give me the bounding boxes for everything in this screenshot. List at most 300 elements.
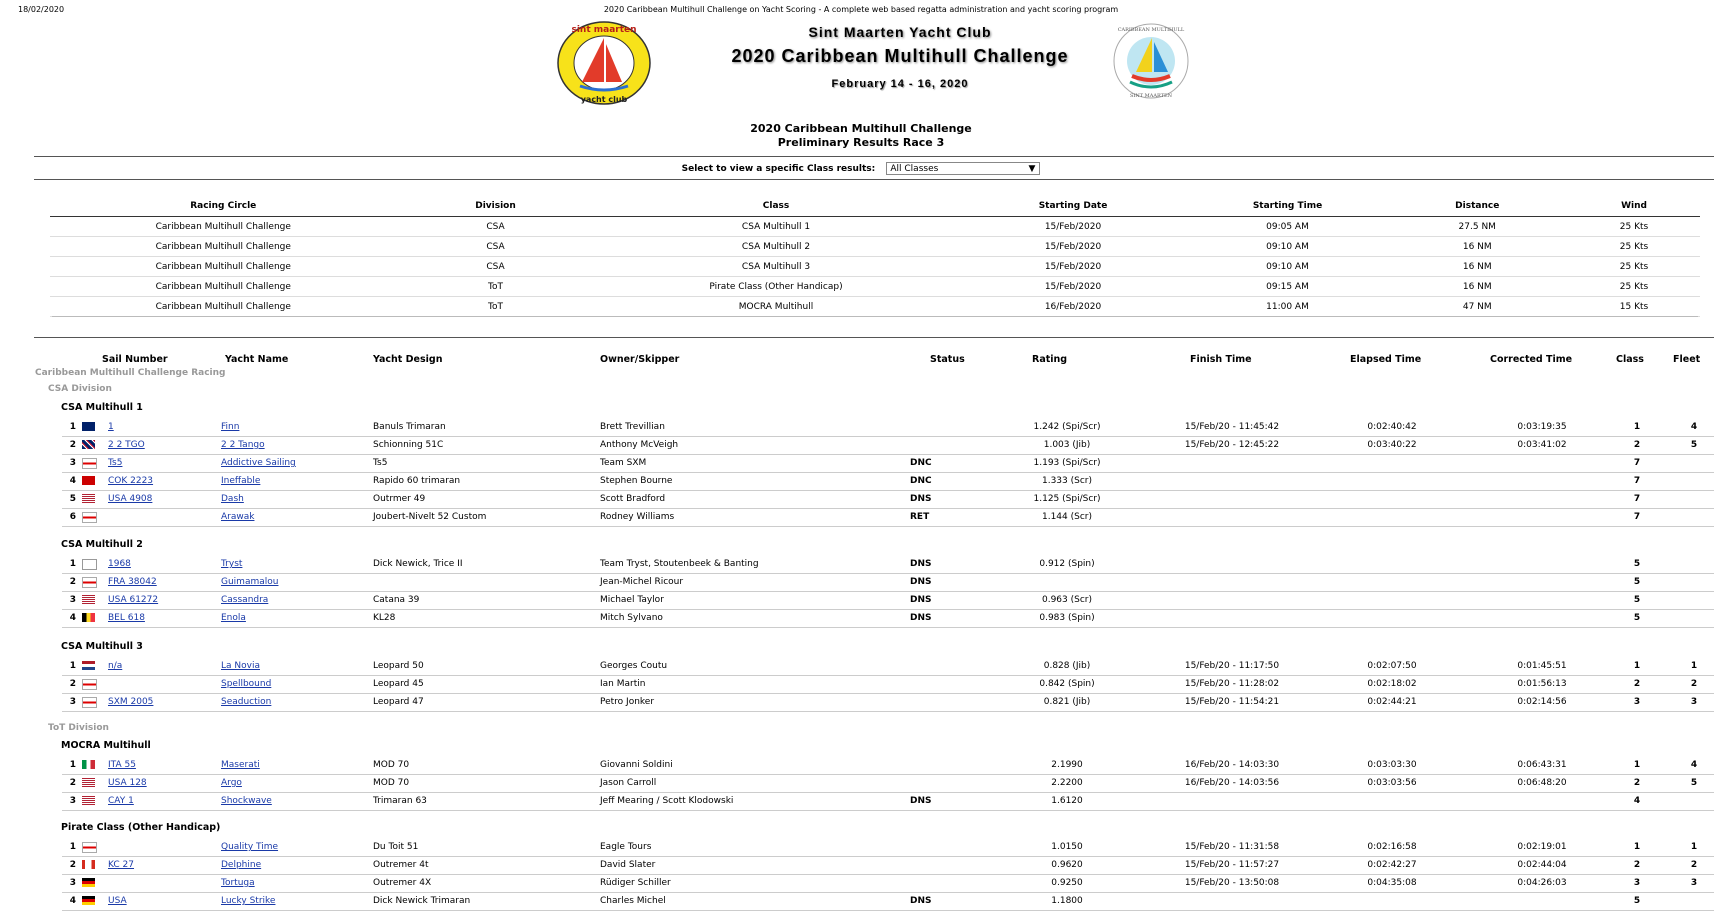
yacht-name-link[interactable]: Dash [221,494,244,504]
cell-fleet: 2 [1690,679,1698,689]
cell-owner: Rodney Williams [600,512,675,522]
flag-us-icon [82,595,95,604]
cell-finish: 15/Feb/20 - 11:57:27 [1184,860,1280,870]
yacht-name-link[interactable]: Spellbound [221,679,272,689]
cell-cls: 5 [1633,896,1641,906]
cell-pos: 2 [69,440,76,450]
cell-owner: Georges Coutu [600,661,668,671]
racing-circle-label: Caribbean Multihull Challenge Racing [35,368,226,378]
result-row [62,591,1714,610]
yacht-name-link[interactable]: Shockwave [221,796,272,806]
class-select-value: All Classes [890,164,939,174]
cell-design: Banuls Trimaran [373,422,446,432]
cell-fleet: 2 [1690,860,1698,870]
flag-img-icon [82,559,97,570]
class-table-cell: 15/Feb/2020 [958,257,1189,277]
cell-status: DNS [910,595,932,605]
cell-owner: Jean-Michel Ricour [600,577,684,587]
sail-number-link[interactable]: COK 2223 [108,476,154,486]
col-header: Class [762,201,790,211]
flag-it-icon [82,760,95,769]
cell-rating: 1.193 (Spi/Scr) [1033,458,1101,468]
cell-finish: 15/Feb/20 - 11:45:42 [1184,422,1280,432]
class-table-cell: 47 NM [1387,297,1569,317]
cell-owner: Stephen Bourne [600,476,673,486]
result-row [62,418,1714,437]
flag-gb-icon [82,440,95,449]
class-table-cell: 09:10 AM [1189,257,1387,277]
print-title: 2020 Caribbean Multihull Challenge on Yacht Scoring - A complete web based regatta administration and yacht scoring program [603,5,1119,14]
cell-fleet: 1 [1690,661,1698,671]
cell-rating: 1.125 (Spi/Scr) [1033,494,1101,504]
cell-design: MOD 70 [373,778,410,788]
cell-rating: 0.983 (Spin) [1039,613,1095,623]
cell-status: DNS [910,494,932,504]
yacht-name-link[interactable]: Argo [221,778,242,788]
cell-corrected: 0:02:19:01 [1517,842,1567,852]
cell-cls: 7 [1633,512,1641,522]
cell-corrected: 0:06:43:31 [1517,760,1567,770]
flag-au-icon [82,422,95,431]
cell-design: Outremer 4X [373,878,432,888]
cell-rating: 0.9620 [1051,860,1083,870]
class-schedule-table [50,196,1700,317]
cell-pos: 1 [69,559,76,569]
cell-design: Joubert-Nivelt 52 Custom [373,512,487,522]
class-table-row [50,257,1700,277]
class-table-cell: Pirate Class (Other Handicap) [595,277,958,297]
cell-finish: 15/Feb/20 - 13:50:08 [1184,878,1280,888]
cell-pos: 2 [69,860,76,870]
class-table-header-row [50,196,1700,217]
cell-status: DNS [910,559,932,569]
cell-status: DNC [910,458,932,468]
class-table-cell: 16 NM [1387,237,1569,257]
class-label: CSA Multihull 1 [61,402,143,413]
result-row [62,792,1714,811]
class-table-cell: 09:15 AM [1189,277,1387,297]
cell-status: DNS [910,577,932,587]
svg-text:SINT MAARTEN: SINT MAARTEN [1129,93,1173,99]
flag-sx-icon [82,842,97,853]
sail-number-link[interactable]: USA 128 [108,778,147,788]
result-row [62,756,1714,775]
class-table-cell: 16/Feb/2020 [958,297,1189,317]
class-table-cell: 27.5 NM [1387,217,1569,237]
sail-number-link[interactable]: n/a [108,661,123,671]
cell-owner: Team Tryst, Stoutenbeek & Banting [600,559,759,569]
cell-cls: 7 [1633,494,1641,504]
cell-owner: David Slater [600,860,656,870]
col-header: Starting Time [1252,201,1323,211]
yacht-name-link[interactable]: Seaduction [221,697,272,707]
svg-text:CARIBBEAN MULTIHULL: CARIBBEAN MULTIHULL [1117,27,1185,33]
results-header-class: Class [1616,354,1644,365]
cell-cls: 4 [1633,796,1641,806]
cell-elapsed: 0:02:16:58 [1367,842,1417,852]
cell-cls: 5 [1633,595,1641,605]
cell-design: Du Toit 51 [373,842,419,852]
flag-be-icon [82,613,95,622]
yacht-name-link[interactable]: Ineffable [221,476,261,486]
cell-rating: 1.242 (Spi/Scr) [1033,422,1101,432]
yacht-name-link[interactable]: Arawak [221,512,255,522]
cell-owner: Brett Trevillian [600,422,665,432]
cell-fleet: 5 [1690,440,1698,450]
class-table-cell: Caribbean Multihull Challenge [50,277,397,297]
result-row [62,454,1714,473]
yacht-name-link[interactable]: Lucky Strike [221,896,276,906]
class-table-cell: CSA [397,257,595,277]
yacht-name-link[interactable]: 2 2 Tango [221,440,265,450]
cell-cls: 1 [1633,661,1641,671]
yacht-name-link[interactable]: La Novia [221,661,260,671]
class-table-cell: ToT [397,297,595,317]
cell-rating: 1.1800 [1051,896,1083,906]
class-label: Pirate Class (Other Handicap) [61,822,221,833]
yacht-name-link[interactable]: Enola [221,613,246,623]
class-table-cell: ToT [397,277,595,297]
cell-corrected: 0:01:56:13 [1517,679,1567,689]
yacht-name-link[interactable]: Finn [221,422,240,432]
cell-design: Catana 39 [373,595,420,605]
yacht-name-link[interactable]: Tortuga [221,878,255,888]
result-row [62,555,1714,574]
divider [34,179,1714,180]
cell-rating: 2.2200 [1051,778,1083,788]
class-label: CSA Multihull 2 [61,539,143,550]
sint-maarten-yacht-club-logo [556,20,652,106]
cell-finish: 15/Feb/20 - 11:17:50 [1184,661,1280,671]
cell-cls: 2 [1633,679,1641,689]
cell-owner: Michael Taylor [600,595,664,605]
class-table-cell: Caribbean Multihull Challenge [50,217,397,237]
cell-owner: Mitch Sylvano [600,613,663,623]
results-title-line1: 2020 Caribbean Multihull Challenge [750,122,972,135]
cell-pos: 3 [69,697,76,707]
cell-finish: 15/Feb/20 - 11:28:02 [1184,679,1280,689]
result-row [62,774,1714,793]
divider [34,156,1714,157]
class-table-cell: CSA Multihull 3 [595,257,958,277]
results-header-status: Status [930,354,965,365]
class-table-cell: 15/Feb/2020 [958,217,1189,237]
cell-cls: 5 [1633,613,1641,623]
class-table-cell: 09:10 AM [1189,237,1387,257]
cell-cls: 5 [1633,559,1641,569]
class-table-row [50,217,1700,237]
result-row [62,856,1714,875]
cell-design: Leopard 47 [373,697,424,707]
results-header-design: Yacht Design [373,354,443,365]
cell-pos: 1 [69,422,76,432]
cell-finish: 16/Feb/20 - 14:03:56 [1184,778,1280,788]
cell-design: MOD 70 [373,760,410,770]
class-table-cell: 25 Kts [1568,257,1700,277]
result-row [62,892,1714,911]
cell-status: DNS [910,896,932,906]
event-name: 2020 Caribbean Multihull Challenge [731,46,1069,66]
flag-de-icon [82,878,95,887]
class-table-cell: 16 NM [1387,277,1569,297]
class-table-cell: CSA [397,217,595,237]
cell-owner: Giovanni Soldini [600,760,673,770]
flag-sx-icon [82,697,97,708]
cell-elapsed: 0:04:35:08 [1367,878,1417,888]
sail-number-link[interactable]: USA [108,896,127,906]
yacht-name-link[interactable]: Addictive Sailing [221,458,296,468]
result-row [62,508,1714,527]
results-header-owner: Owner/Skipper [600,354,680,365]
cell-pos: 3 [69,796,76,806]
cell-status: DNS [910,796,932,806]
cell-rating: 1.144 (Scr) [1041,512,1092,522]
cell-pos: 1 [69,661,76,671]
cell-elapsed: 0:02:42:27 [1367,860,1417,870]
sail-number-link[interactable]: 1968 [108,559,131,569]
cell-finish: 15/Feb/20 - 11:54:21 [1184,697,1280,707]
cell-corrected: 0:06:48:20 [1517,778,1567,788]
sail-number-link[interactable]: FRA 38042 [108,577,157,587]
cell-pos: 4 [69,896,76,906]
cell-cls: 3 [1633,878,1641,888]
results-header-corrected: Corrected Time [1490,354,1573,365]
sail-number-link[interactable]: USA 4908 [108,494,153,504]
cell-design: Outremer 4t [373,860,429,870]
sail-number-link[interactable]: SXM 2005 [108,697,154,707]
cell-pos: 1 [69,842,76,852]
col-header: Division [475,201,516,211]
cell-pos: 3 [69,458,76,468]
cell-pos: 2 [69,778,76,788]
cell-fleet: 3 [1690,697,1698,707]
sail-number-link[interactable]: USA 61272 [108,595,159,605]
class-table-cell: CSA [397,237,595,257]
results-header-rating: Rating [1032,354,1068,365]
cell-design: Trimaran 63 [373,796,427,806]
sail-number-link[interactable]: KC 27 [108,860,135,870]
flag-us-icon [82,778,95,787]
cell-fleet: 4 [1690,422,1698,432]
cell-owner: Ian Martin [600,679,646,689]
sail-number-link[interactable]: 1 [108,422,114,432]
flag-ca-icon [82,860,95,869]
cell-elapsed: 0:03:40:22 [1367,440,1417,450]
cell-pos: 6 [69,512,76,522]
class-table-cell: 15/Feb/2020 [958,277,1189,297]
cell-status: DNC [910,476,932,486]
cell-owner: Anthony McVeigh [600,440,679,450]
cell-corrected: 0:01:45:51 [1517,661,1567,671]
cell-pos: 5 [69,494,76,504]
cell-owner: Rüdiger Schiller [600,878,671,888]
result-row [62,490,1714,509]
class-table-row [50,297,1700,317]
class-table-cell: Caribbean Multihull Challenge [50,237,397,257]
flag-us-icon [82,796,95,805]
sail-number-link[interactable]: Ts5 [108,458,123,468]
cell-rating: 0.912 (Spin) [1039,559,1095,569]
cell-owner: Scott Bradford [600,494,666,504]
cell-pos: 2 [69,577,76,587]
cell-owner: Jason Carroll [600,778,657,788]
division-label: ToT Division [48,723,109,733]
yacht-name-link[interactable]: Guimamalou [221,577,279,587]
cell-pos: 3 [69,595,76,605]
result-row [62,472,1714,491]
yacht-name-link[interactable]: Quality Time [221,842,279,852]
results-header-fleet: Fleet [1673,354,1701,365]
svg-text:yacht club: yacht club [580,95,628,104]
sail-number-link[interactable]: ITA 55 [108,760,136,770]
class-table-cell: CSA Multihull 2 [595,237,958,257]
dropdown-arrow-icon: ▼ [1028,164,1036,174]
cell-rating: 1.003 (Jib) [1043,440,1091,450]
cell-elapsed: 0:02:44:21 [1367,697,1417,707]
cell-rating: 0.963 (Scr) [1041,595,1092,605]
cell-elapsed: 0:02:07:50 [1367,661,1417,671]
class-table-cell: MOCRA Multihull [595,297,958,317]
sail-number-link[interactable]: BEL 618 [108,613,145,623]
cell-design: Leopard 50 [373,661,424,671]
class-label: MOCRA Multihull [61,740,151,751]
class-select-label: Select to view a specific Class results: [681,164,876,174]
cell-rating: 0.842 (Spin) [1039,679,1095,689]
class-table-cell: 09:05 AM [1189,217,1387,237]
result-row [62,436,1714,455]
cell-cls: 1 [1633,760,1641,770]
cell-corrected: 0:02:14:56 [1517,697,1567,707]
cell-finish: 15/Feb/20 - 11:31:58 [1184,842,1280,852]
cell-corrected: 0:02:44:04 [1517,860,1567,870]
cell-status: DNS [910,613,932,623]
cell-finish: 16/Feb/20 - 14:03:30 [1184,760,1280,770]
cell-design: Dick Newick, Trice II [373,559,463,569]
cell-status: RET [910,512,930,522]
yacht-name-link[interactable]: Cassandra [221,595,269,605]
result-row [62,874,1714,893]
results-title [0,122,1722,150]
cell-owner: Charles Michel [600,896,666,906]
cell-elapsed: 0:03:03:30 [1367,760,1417,770]
cell-rating: 0.821 (Jib) [1043,697,1091,707]
cell-owner: Petro Jonker [600,697,655,707]
yacht-name-link[interactable]: Delphine [221,860,262,870]
class-table-cell: 15 Kts [1568,297,1700,317]
class-select-dropdown[interactable] [886,162,1040,175]
flag-sx-icon [82,512,97,523]
cell-fleet: 3 [1690,878,1698,888]
cell-pos: 1 [69,760,76,770]
class-table-cell: 25 Kts [1568,237,1700,257]
class-table-cell: CSA Multihull 1 [595,217,958,237]
cell-pos: 4 [69,613,76,623]
cell-cls: 3 [1633,697,1641,707]
cell-pos: 2 [69,679,76,689]
results-header-yacht: Yacht Name [225,354,289,365]
cell-rating: 1.0150 [1051,842,1083,852]
col-header: Starting Date [1038,201,1108,211]
result-row [62,675,1714,694]
cell-design: Outrmer 49 [373,494,426,504]
class-table-cell: 11:00 AM [1189,297,1387,317]
result-row [62,657,1714,676]
flag-ck-icon [82,476,95,485]
cell-cls: 2 [1633,778,1641,788]
cell-corrected: 0:04:26:03 [1517,878,1567,888]
cell-design: Leopard 45 [373,679,424,689]
col-header: Distance [1455,201,1500,211]
cell-rating: 2.1990 [1051,760,1083,770]
cell-cls: 1 [1633,842,1641,852]
divider [52,316,1698,317]
divider [34,337,1714,338]
cell-fleet: 4 [1690,760,1698,770]
yacht-name-link[interactable]: Maserati [221,760,260,770]
yacht-name-link[interactable]: Tryst [221,559,243,569]
class-table-cell: 25 Kts [1568,217,1700,237]
cell-rating: 0.9250 [1051,878,1083,888]
class-table-cell: Caribbean Multihull Challenge [50,297,397,317]
division-label: CSA Division [48,384,112,394]
cell-elapsed: 0:02:18:02 [1367,679,1417,689]
cell-owner: Eagle Tours [600,842,652,852]
flag-sx-icon [82,577,97,588]
cell-rating: 1.333 (Scr) [1041,476,1092,486]
results-title-line2: Preliminary Results Race 3 [777,136,945,149]
cell-cls: 2 [1633,860,1641,870]
flag-sx-icon [82,458,97,469]
cell-fleet: 1 [1690,842,1698,852]
cell-cls: 5 [1633,577,1641,587]
result-row [62,609,1714,628]
cell-finish: 15/Feb/20 - 12:45:22 [1184,440,1280,450]
cell-rating: 0.828 (Jib) [1043,661,1091,671]
col-header: Racing Circle [190,201,257,211]
cell-design: Ts5 [373,458,388,468]
svg-text:sint maarten: sint maarten [571,25,637,35]
cell-rating: 1.6120 [1051,796,1083,806]
sail-number-link[interactable]: CAY 1 [108,796,134,806]
class-table-cell: Caribbean Multihull Challenge [50,257,397,277]
club-name: Sint Maarten Yacht Club [808,24,992,40]
results-header-elapsed: Elapsed Time [1350,354,1422,365]
cell-design: KL28 [373,613,396,623]
class-select-row [0,162,1722,175]
result-row [62,838,1714,857]
cell-design: Rapido 60 trimaran [373,476,461,486]
cell-owner: Jeff Mearing / Scott Klodowski [600,796,734,806]
col-header: Wind [1621,201,1647,211]
cell-elapsed: 0:03:03:56 [1367,778,1417,788]
cell-fleet: 5 [1690,778,1698,788]
class-table-row [50,277,1700,297]
cell-corrected: 0:03:19:35 [1517,422,1567,432]
cell-corrected: 0:03:41:02 [1517,440,1567,450]
cell-cls: 2 [1633,440,1641,450]
flag-us-icon [82,494,95,503]
cell-design: Dick Newick Trimaran [373,896,471,906]
cell-cls: 1 [1633,422,1641,432]
cell-design: Schionning 51C [373,440,444,450]
flag-de-icon [82,896,95,905]
sail-number-link[interactable]: 2 2 TGO [108,440,145,450]
cell-owner: Team SXM [600,458,647,468]
flag-sx-icon [82,679,97,690]
cell-pos: 4 [69,476,76,486]
cell-cls: 7 [1633,458,1641,468]
result-row [62,573,1714,592]
